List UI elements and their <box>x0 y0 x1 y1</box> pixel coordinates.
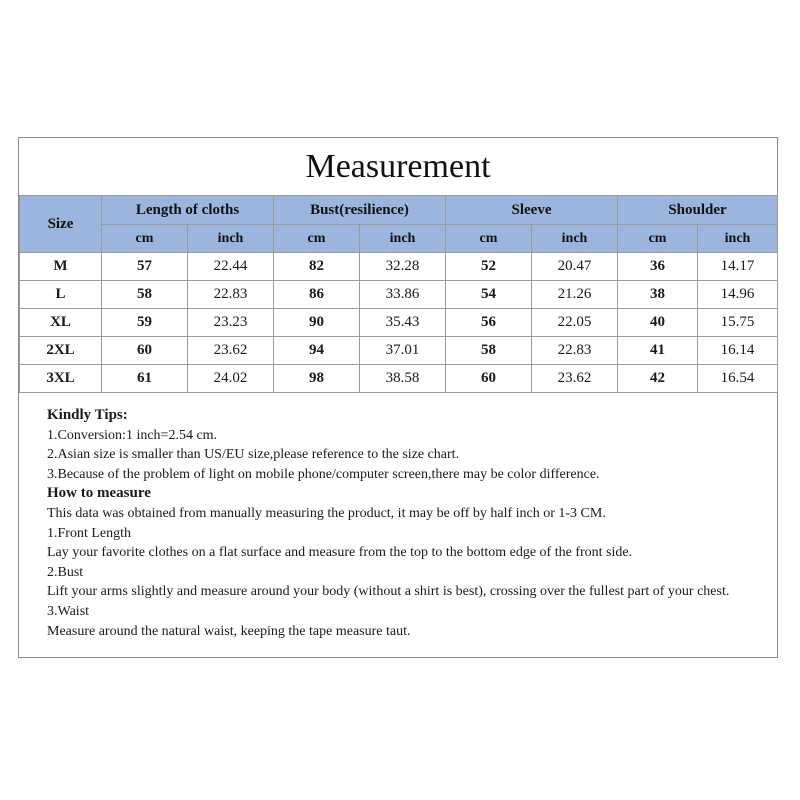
how-to-measure-intro: This data was obtained from manually measuring the product, it may be off by half inch or 1-3 CM. <box>47 505 606 521</box>
bust-text: Lift your arms slightly and measure around your body (without a shirt is best), crossing over the fullest part of your chest. <box>47 584 730 600</box>
length-inch-cell: 24.02 <box>188 365 274 393</box>
sleeve-inch-cell: 20.47 <box>532 253 618 281</box>
table-row <box>20 309 778 337</box>
unit-inch: inch <box>698 225 778 253</box>
waist-text: Measure around the natural waist, keeping the tape measure taut. <box>47 623 411 639</box>
bust-inch-cell: 33.86 <box>360 281 446 309</box>
shoulder-cm-cell: 36 <box>618 253 698 281</box>
length-cm-cell: 58 <box>102 281 188 309</box>
shoulder-inch-cell: 14.17 <box>698 253 778 281</box>
length-inch-cell: 22.83 <box>188 281 274 309</box>
sleeve-header: Sleeve <box>446 196 618 225</box>
shoulder-inch-cell: 16.54 <box>698 365 778 393</box>
shoulder-inch-cell: 14.96 <box>698 281 778 309</box>
sleeve-cm-cell: 52 <box>446 253 532 281</box>
length-header: Length of cloths <box>102 196 274 225</box>
shoulder-header: Shoulder <box>618 196 778 225</box>
shoulder-inch-cell: 16.14 <box>698 337 778 365</box>
bust-inch-cell: 32.28 <box>360 253 446 281</box>
shoulder-inch-cell: 15.75 <box>698 309 778 337</box>
size-header: Size <box>20 196 102 253</box>
size-chart-frame <box>18 137 778 658</box>
bust-inch-cell: 38.58 <box>360 365 446 393</box>
bust-cm-cell: 86 <box>274 281 360 309</box>
unit-cm: cm <box>446 225 532 253</box>
table-row <box>20 337 778 365</box>
size-cell: 3XL <box>20 365 102 393</box>
front-length-title: 1.Front Length <box>47 525 131 541</box>
kindly-tips-heading: Kindly Tips: <box>47 407 128 423</box>
front-length-text: Lay your favorite clothes on a flat surface and measure from the top to the bottom edge of the front side. <box>47 545 633 561</box>
unit-cm: cm <box>618 225 698 253</box>
shoulder-cm-cell: 41 <box>618 337 698 365</box>
waist-title: 3.Waist <box>47 603 90 619</box>
length-cm-cell: 57 <box>102 253 188 281</box>
size-table <box>19 195 778 393</box>
tip-asian-size: 2.Asian size is smaller than US/EU size,please reference to the size chart. <box>47 447 460 463</box>
tips-section <box>47 406 777 641</box>
shoulder-cm-cell: 40 <box>618 309 698 337</box>
tip-conversion: 1.Conversion:1 inch=2.54 cm. <box>47 427 218 443</box>
sleeve-cm-cell: 58 <box>446 337 532 365</box>
tip-color-difference: 3.Because of the problem of light on mobile phone/computer screen,there may be color difference. <box>47 466 600 482</box>
table-row <box>20 253 778 281</box>
table-header-row <box>20 196 778 225</box>
chart-title: Measurement <box>305 148 491 185</box>
bust-cm-cell: 98 <box>274 365 360 393</box>
unit-inch: inch <box>188 225 274 253</box>
unit-inch: inch <box>532 225 618 253</box>
size-cell: M <box>20 253 102 281</box>
sleeve-inch-cell: 23.62 <box>532 365 618 393</box>
bust-cm-cell: 82 <box>274 253 360 281</box>
table-row <box>20 365 778 393</box>
unit-inch: inch <box>360 225 446 253</box>
shoulder-cm-cell: 38 <box>618 281 698 309</box>
unit-cm: cm <box>102 225 188 253</box>
length-cm-cell: 61 <box>102 365 188 393</box>
sleeve-cm-cell: 60 <box>446 365 532 393</box>
length-inch-cell: 23.62 <box>188 337 274 365</box>
sleeve-cm-cell: 54 <box>446 281 532 309</box>
length-inch-cell: 22.44 <box>188 253 274 281</box>
bust-inch-cell: 35.43 <box>360 309 446 337</box>
table-row <box>20 281 778 309</box>
sleeve-cm-cell: 56 <box>446 309 532 337</box>
size-cell: 2XL <box>20 337 102 365</box>
length-cm-cell: 59 <box>102 309 188 337</box>
bust-title: 2.Bust <box>47 564 84 580</box>
bust-header: Bust(resilience) <box>274 196 446 225</box>
bust-cm-cell: 94 <box>274 337 360 365</box>
sleeve-inch-cell: 22.05 <box>532 309 618 337</box>
bust-cm-cell: 90 <box>274 309 360 337</box>
bust-inch-cell: 37.01 <box>360 337 446 365</box>
sleeve-inch-cell: 21.26 <box>532 281 618 309</box>
table-unit-row <box>20 225 778 253</box>
shoulder-cm-cell: 42 <box>618 365 698 393</box>
unit-cm: cm <box>274 225 360 253</box>
length-inch-cell: 23.23 <box>188 309 274 337</box>
length-cm-cell: 60 <box>102 337 188 365</box>
size-cell: XL <box>20 309 102 337</box>
size-cell: L <box>20 281 102 309</box>
sleeve-inch-cell: 22.83 <box>532 337 618 365</box>
how-to-measure-heading: How to measure <box>47 485 151 502</box>
